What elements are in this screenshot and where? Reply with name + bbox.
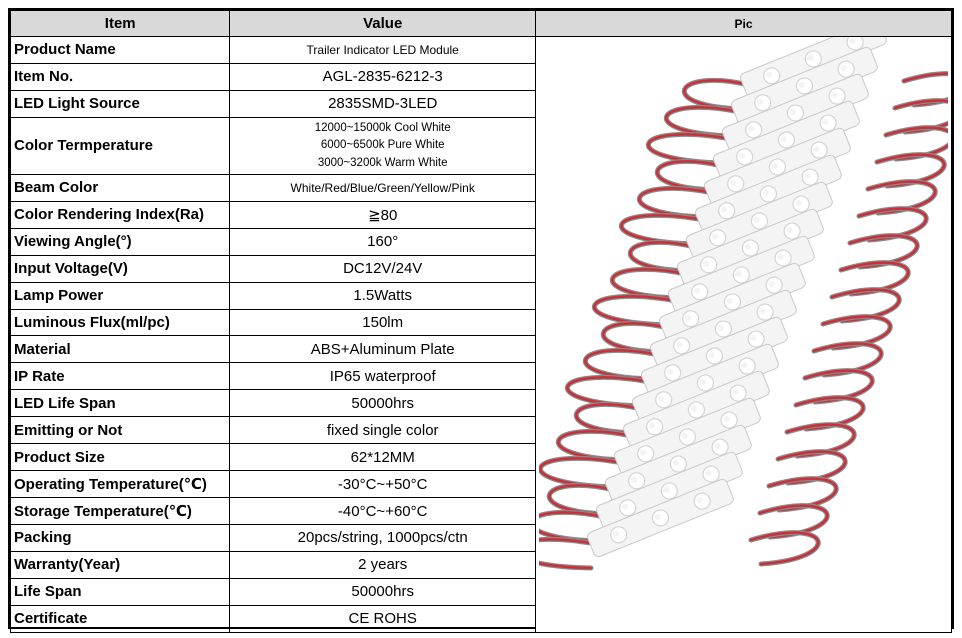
table-row: [11, 37, 952, 64]
row-label: Item No.: [11, 63, 230, 90]
row-value: 2835SMD-3LED: [230, 90, 536, 117]
header-item: Item: [11, 11, 230, 37]
row-value: 160°: [230, 228, 536, 255]
row-label: LED Light Source: [11, 90, 230, 117]
row-value: IP65 waterproof: [230, 363, 536, 390]
row-label: Input Voltage(V): [11, 255, 230, 282]
row-value: AGL-2835-6212-3: [230, 63, 536, 90]
row-value: 50000hrs: [230, 390, 536, 417]
row-value: 62*12MM: [230, 444, 536, 471]
row-label: Material: [11, 336, 230, 363]
spec-body: [11, 37, 952, 633]
row-label: Color Termperature: [11, 117, 230, 174]
row-value: fixed single color: [230, 417, 536, 444]
row-label: Beam Color: [11, 174, 230, 201]
row-label: Lamp Power: [11, 282, 230, 309]
row-label: LED Life Span: [11, 390, 230, 417]
led-module-photo: [539, 37, 948, 632]
product-photo-cell: [535, 37, 951, 633]
spec-sheet: [8, 8, 954, 629]
row-value-line: 6000~6500k Pure White: [320, 139, 445, 152]
row-value: 150lm: [230, 309, 536, 336]
row-label: Color Rendering Index(Ra): [11, 201, 230, 228]
row-label: Certificate: [11, 605, 230, 632]
row-label: Operating Temperature(℃): [11, 471, 230, 498]
row-label: Emitting or Not: [11, 417, 230, 444]
row-value-multiline: [230, 117, 536, 174]
row-value: -40°C~+60°C: [230, 498, 536, 525]
row-value: White/Red/Blue/Green/Yellow/Pink: [230, 174, 536, 201]
row-label: Product Name: [11, 37, 230, 64]
row-value: -30°C~+50°C: [230, 471, 536, 498]
row-label: Luminous Flux(ml/pc): [11, 309, 230, 336]
row-value: ≧80: [230, 201, 536, 228]
row-value: 2 years: [230, 551, 536, 578]
row-value-line: 12000~15000k Cool White: [314, 121, 451, 134]
row-value: 1.5Watts: [230, 282, 536, 309]
header-row: [11, 11, 952, 37]
row-label: Product Size: [11, 444, 230, 471]
row-label: Storage Temperature(℃): [11, 498, 230, 525]
wire-loop-left-red: [539, 539, 596, 568]
row-label: Life Span: [11, 578, 230, 605]
row-label: IP Rate: [11, 363, 230, 390]
spec-table: [10, 10, 952, 633]
row-label: Viewing Angle(°): [11, 228, 230, 255]
row-value: Trailer Indicator LED Module: [230, 37, 536, 64]
led-strings-illustration: [539, 37, 948, 632]
row-value: 20pcs/string, 1000pcs/ctn: [230, 525, 536, 552]
row-value: DC12V/24V: [230, 255, 536, 282]
row-label: Warranty(Year): [11, 551, 230, 578]
row-value: ABS+Aluminum Plate: [230, 336, 536, 363]
row-value: CE ROHS: [230, 605, 536, 632]
header-pic: Pic: [535, 11, 951, 37]
row-value: 50000hrs: [230, 578, 536, 605]
row-label: Packing: [11, 525, 230, 552]
header-value: Value: [230, 11, 536, 37]
row-value-line: 3000~3200k Warm White: [317, 156, 448, 169]
